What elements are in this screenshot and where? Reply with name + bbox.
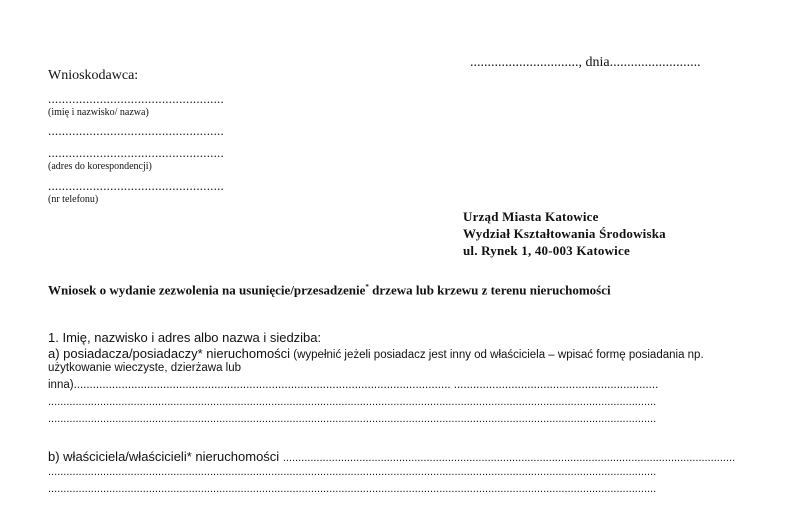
recipient-line-1: Urząd Miasta Katowice: [463, 209, 599, 224]
section1a-label: a) posiadacza/posiadaczy* nieruchomości: [48, 346, 291, 361]
applicant-label: Wnioskodawca:: [48, 68, 139, 83]
name-hint: (imię i nazwisko/ nazwa): [48, 107, 149, 118]
phone-hint: (nr telefonu): [48, 194, 99, 205]
recipient-address: [463, 208, 666, 259]
section1-heading: 1. Imię, nazwisko i adres albo nazwa i siedziba:: [48, 330, 322, 345]
section1b-field-3[interactable]: .......................................................................................................................................................................................................: [48, 483, 657, 495]
address-field-1[interactable]: ...................................................: [48, 123, 224, 138]
section1a-note-cont: użytkowanie wieczyste, dzierżawa lub: [48, 362, 242, 374]
section1b-line: [48, 449, 735, 464]
title-footnote-mark: *: [365, 283, 369, 291]
phone-field[interactable]: ...................................................: [48, 178, 224, 193]
recipient-line-2: Wydział Kształtowania Środowiska: [463, 226, 666, 241]
document-title: [48, 279, 748, 298]
section1b-field-1[interactable]: ....................................................................................................................................................: [282, 452, 736, 464]
section1a-note: (wypełnić jeżeli posiadacz jest inny od właściciela – wpisać formę posiadania np.: [290, 349, 704, 361]
section1b-label: b) właściciela/właścicieli* nieruchomości: [48, 449, 283, 464]
section1a-field-1[interactable]: inna)...................................................................................................................... ................................................................: [48, 379, 659, 391]
section1a-field-3[interactable]: .......................................................................................................................................................................................................: [48, 413, 657, 425]
section1a-field-2[interactable]: .......................................................................................................................................................................................................: [48, 396, 657, 408]
title-text: Wniosek o wydanie zezwolenia na usunięcie/przesadzenie: [48, 282, 366, 298]
title-rest: drzewa lub krzewu z terenu nieruchomości: [368, 282, 611, 298]
address-hint: (adres do korespondencji): [48, 161, 152, 172]
address-field-2[interactable]: ...................................................: [48, 145, 224, 160]
date-place-line[interactable]: ..............................., dnia..........................: [470, 55, 701, 70]
name-field[interactable]: ...................................................: [48, 91, 224, 106]
recipient-line-3: ul. Rynek 1, 40-003 Katowice: [463, 243, 630, 258]
section1a-line: [48, 346, 704, 361]
section1b-field-2[interactable]: .......................................................................................................................................................................................................: [48, 466, 657, 478]
